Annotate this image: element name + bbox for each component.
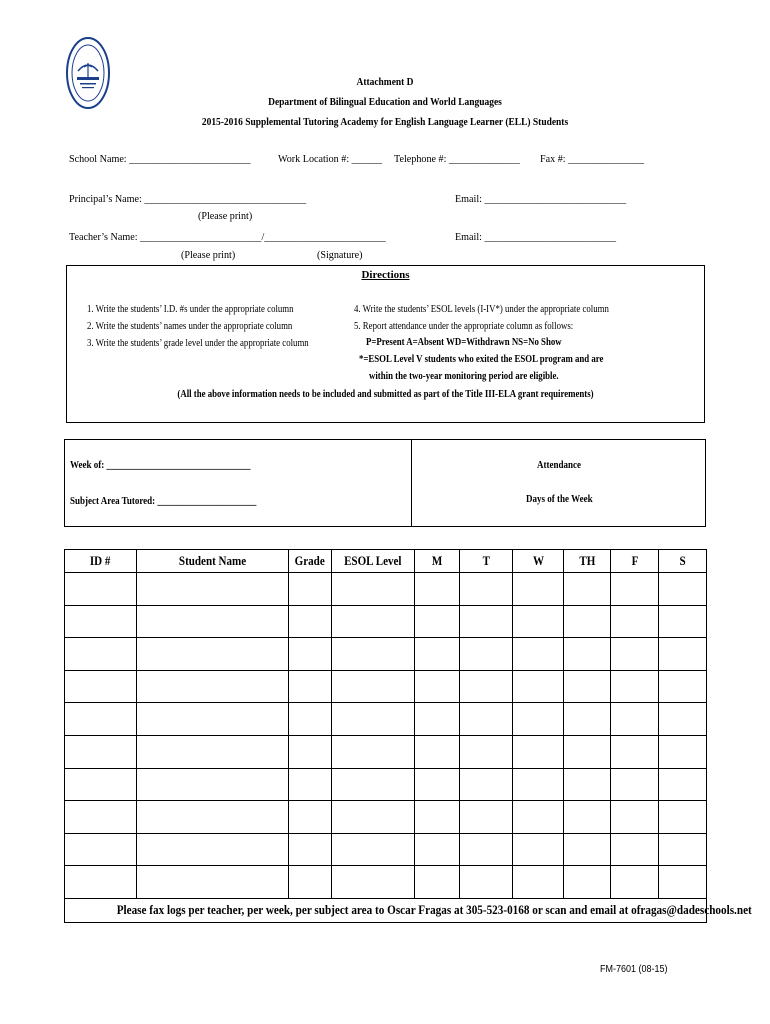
table-row [65, 573, 707, 606]
directions-box [66, 265, 705, 423]
friday-cell[interactable] [611, 638, 659, 671]
school-name-field[interactable]: School Name: ________________________ [69, 153, 251, 165]
wednesday-cell[interactable] [513, 703, 564, 736]
saturday-cell[interactable] [659, 703, 707, 736]
col-header-saturday: S [659, 550, 707, 573]
tuesday-cell[interactable] [460, 866, 513, 899]
grade-cell[interactable] [289, 573, 332, 606]
wednesday-cell[interactable] [513, 670, 564, 703]
saturday-cell[interactable] [659, 670, 707, 703]
wednesday-cell[interactable] [513, 833, 564, 866]
col-header-friday: F [611, 550, 659, 573]
wednesday-cell[interactable] [513, 866, 564, 899]
table-row [65, 605, 707, 638]
esol-level-cell[interactable] [332, 833, 415, 866]
table-row [65, 703, 707, 736]
direction-item-1: 1. Write the students’ I.D. #s under the appropriate column [87, 304, 294, 315]
saturday-cell[interactable] [659, 735, 707, 768]
thursday-cell[interactable] [564, 801, 611, 834]
principal-print-caption: (Please print) [198, 210, 253, 222]
id-cell[interactable] [65, 573, 137, 606]
thursday-cell[interactable] [564, 866, 611, 899]
tuesday-cell[interactable] [460, 670, 513, 703]
col-header-esol-level: ESOL Level [332, 550, 415, 573]
direction-item-5: 5. Report attendance under the appropriate column as follows: [354, 321, 574, 332]
col-header-grade: Grade [289, 550, 332, 573]
student-name-cell[interactable] [137, 735, 289, 768]
id-cell[interactable] [65, 768, 137, 801]
esol-note-line-2: within the two-year monitoring period are eligible. [369, 371, 559, 382]
col-header-student-name: Student Name [137, 550, 289, 573]
form-code: FM-7601 (08-15) [600, 964, 668, 975]
saturday-cell[interactable] [659, 573, 707, 606]
thursday-cell[interactable] [564, 605, 611, 638]
tuesday-cell[interactable] [460, 768, 513, 801]
student-name-cell[interactable] [137, 866, 289, 899]
col-header-thursday: TH [564, 550, 611, 573]
student-name-cell[interactable] [137, 703, 289, 736]
tuesday-cell[interactable] [460, 801, 513, 834]
col-header-monday: M [415, 550, 460, 573]
table-row [65, 638, 707, 671]
friday-cell[interactable] [611, 573, 659, 606]
thursday-cell[interactable] [564, 735, 611, 768]
id-cell[interactable] [65, 670, 137, 703]
table-header-row [65, 550, 707, 573]
saturday-cell[interactable] [659, 866, 707, 899]
grade-cell[interactable] [289, 801, 332, 834]
wednesday-cell[interactable] [513, 768, 564, 801]
thursday-cell[interactable] [564, 638, 611, 671]
telephone-field[interactable]: Telephone #: ______________ [394, 153, 520, 165]
saturday-cell[interactable] [659, 638, 707, 671]
col-header-wednesday: W [513, 550, 564, 573]
friday-cell[interactable] [611, 670, 659, 703]
id-cell[interactable] [65, 833, 137, 866]
esol-level-cell[interactable] [332, 605, 415, 638]
week-of-field[interactable]: Week of: ________________________________ [70, 460, 251, 471]
saturday-cell[interactable] [659, 833, 707, 866]
student-name-cell[interactable] [137, 833, 289, 866]
student-name-cell[interactable] [137, 670, 289, 703]
direction-item-3: 3. Write the students’ grade level under the appropriate column [87, 338, 309, 349]
week-box-divider [411, 440, 412, 526]
friday-cell[interactable] [611, 703, 659, 736]
friday-cell[interactable] [611, 833, 659, 866]
attendance-label: Attendance [537, 460, 582, 471]
thursday-cell[interactable] [564, 573, 611, 606]
program-title: 2015-2016 Supplemental Tutoring Academy for English Language Learner (ELL) Students [201, 116, 569, 128]
tuesday-cell[interactable] [460, 703, 513, 736]
monday-cell[interactable] [415, 605, 460, 638]
esol-level-cell[interactable] [332, 735, 415, 768]
table-row [65, 833, 707, 866]
thursday-cell[interactable] [564, 833, 611, 866]
friday-cell[interactable] [611, 801, 659, 834]
esol-level-cell[interactable] [332, 670, 415, 703]
monday-cell[interactable] [415, 703, 460, 736]
student-name-cell[interactable] [137, 573, 289, 606]
esol-level-cell[interactable] [332, 703, 415, 736]
saturday-cell[interactable] [659, 768, 707, 801]
attendance-codes: P=Present A=Absent WD=Withdrawn NS=No Show [366, 337, 562, 348]
direction-item-4: 4. Write the students’ ESOL levels (I-IV*) under the appropriate column [354, 304, 609, 315]
id-cell[interactable] [65, 735, 137, 768]
grade-cell[interactable] [289, 768, 332, 801]
saturday-cell[interactable] [659, 605, 707, 638]
grant-requirements-note: (All the above information needs to be included and submitted as part of the Title III-ELA grant requirements) [177, 389, 594, 400]
id-cell[interactable] [65, 801, 137, 834]
grade-cell[interactable] [289, 866, 332, 899]
monday-cell[interactable] [415, 735, 460, 768]
friday-cell[interactable] [611, 735, 659, 768]
esol-level-cell[interactable] [332, 638, 415, 671]
teacher-name-field[interactable]: Teacher’s Name: ________________________/________________________ [69, 231, 386, 243]
tuesday-cell[interactable] [460, 605, 513, 638]
grade-cell[interactable] [289, 605, 332, 638]
principal-name-field[interactable]: Principal’s Name: ________________________________ [69, 193, 307, 205]
monday-cell[interactable] [415, 833, 460, 866]
teacher-email-field[interactable]: Email: __________________________ [455, 231, 617, 243]
week-info-box [64, 439, 706, 527]
student-name-cell[interactable] [137, 801, 289, 834]
grade-cell[interactable] [289, 703, 332, 736]
thursday-cell[interactable] [564, 703, 611, 736]
table-row [65, 801, 707, 834]
grade-cell[interactable] [289, 670, 332, 703]
esol-note-line-1: *=ESOL Level V students who exited the ESOL program and are [359, 354, 604, 365]
monday-cell[interactable] [415, 573, 460, 606]
department-title: Department of Bilingual Education and World Languages [268, 96, 502, 108]
principal-email-field[interactable]: Email: ____________________________ [455, 193, 627, 205]
subject-area-field[interactable]: Subject Area Tutored: ______________________ [70, 496, 257, 507]
tuesday-cell[interactable] [460, 833, 513, 866]
table-row [65, 735, 707, 768]
wednesday-cell[interactable] [513, 605, 564, 638]
fax-field[interactable]: Fax #: _______________ [540, 153, 645, 165]
monday-cell[interactable] [415, 638, 460, 671]
days-of-week-label: Days of the Week [526, 494, 593, 505]
col-header-id: ID # [65, 550, 137, 573]
direction-item-2: 2. Write the students’ names under the appropriate column [87, 321, 293, 332]
directions-title: Directions [361, 269, 410, 281]
teacher-signature-caption: (Signature) [317, 249, 363, 261]
id-cell[interactable] [65, 605, 137, 638]
student-name-cell[interactable] [137, 638, 289, 671]
monday-cell[interactable] [415, 768, 460, 801]
table-row [65, 866, 707, 899]
grade-cell[interactable] [289, 833, 332, 866]
col-header-tuesday: T [460, 550, 513, 573]
student-name-cell[interactable] [137, 768, 289, 801]
wednesday-cell[interactable] [513, 801, 564, 834]
id-cell[interactable] [65, 866, 137, 899]
wednesday-cell[interactable] [513, 573, 564, 606]
work-location-field[interactable]: Work Location #: ______ [278, 153, 383, 165]
friday-cell[interactable] [611, 866, 659, 899]
id-cell[interactable] [65, 703, 137, 736]
fax-instructions: Please fax logs per teacher, per week, per subject area to Oscar Fragas at 305-523-0168 or scan and email at ofragas@dadeschools.net [65, 898, 707, 922]
id-cell[interactable] [65, 638, 137, 671]
grade-cell[interactable] [289, 735, 332, 768]
saturday-cell[interactable] [659, 801, 707, 834]
thursday-cell[interactable] [564, 768, 611, 801]
tuesday-cell[interactable] [460, 735, 513, 768]
student-name-cell[interactable] [137, 605, 289, 638]
attachment-label: Attachment D [356, 76, 414, 88]
friday-cell[interactable] [611, 605, 659, 638]
thursday-cell[interactable] [564, 670, 611, 703]
monday-cell[interactable] [415, 670, 460, 703]
esol-level-cell[interactable] [332, 573, 415, 606]
grade-cell[interactable] [289, 638, 332, 671]
teacher-print-caption: (Please print) [181, 249, 236, 261]
wednesday-cell[interactable] [513, 638, 564, 671]
monday-cell[interactable] [415, 801, 460, 834]
friday-cell[interactable] [611, 768, 659, 801]
table-footer-row [65, 898, 707, 922]
wednesday-cell[interactable] [513, 735, 564, 768]
tuesday-cell[interactable] [460, 638, 513, 671]
esol-level-cell[interactable] [332, 768, 415, 801]
esol-level-cell[interactable] [332, 866, 415, 899]
student-log-table [64, 549, 752, 923]
tuesday-cell[interactable] [460, 573, 513, 606]
table-row [65, 768, 707, 801]
table-row [65, 670, 707, 703]
monday-cell[interactable] [415, 866, 460, 899]
esol-level-cell[interactable] [332, 801, 415, 834]
